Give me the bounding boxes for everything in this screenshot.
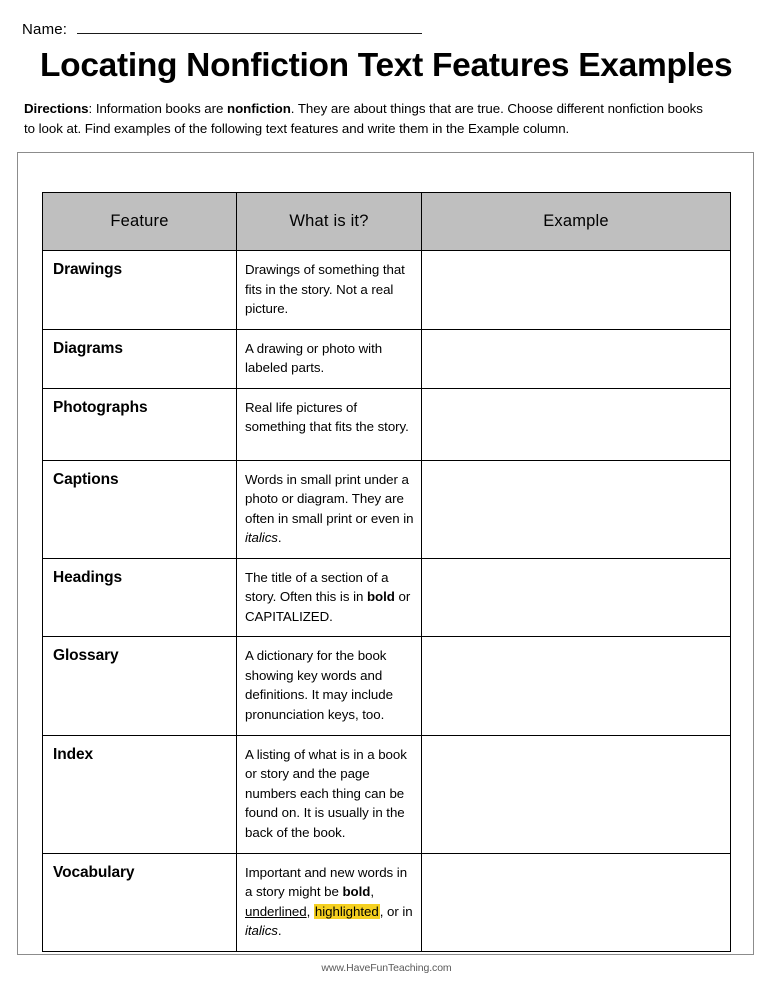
footer-url: www.HaveFunTeaching.com	[321, 962, 452, 974]
bold-run: bold	[366, 589, 395, 605]
directions-intro: : Information books are	[88, 101, 228, 116]
description-cell-index	[237, 735, 422, 853]
table-row	[43, 637, 731, 735]
example-answer-cell-headings[interactable]	[422, 558, 731, 637]
text-run: ,	[306, 903, 314, 919]
description-cell-diagrams	[237, 329, 422, 388]
column-header-what-is-it: What is it?	[237, 193, 422, 251]
text-run: or CAPITALIZED.	[245, 589, 411, 624]
feature-cell-index: Index	[43, 735, 237, 853]
text-run: A drawing or photo with labeled parts.	[245, 340, 383, 376]
directions-keyword: nonfiction	[227, 101, 291, 116]
table-head	[43, 193, 731, 251]
name-label: Name:	[22, 21, 68, 38]
italic-run: italics	[245, 923, 278, 939]
highlight-run: highlighted	[314, 903, 379, 919]
description-cell-headings	[237, 558, 422, 637]
table-row	[43, 853, 731, 951]
description-cell-drawings	[237, 251, 422, 330]
page-title: Locating Nonfiction Text Features Examples	[40, 47, 733, 84]
text-run: Drawings of something that fits in the story. Not a real picture.	[245, 262, 405, 317]
text-run: .	[277, 923, 282, 939]
text-run: .	[277, 530, 282, 546]
table-row	[43, 735, 731, 853]
table-row	[43, 251, 731, 330]
table-row	[43, 558, 731, 637]
description-cell-photographs	[237, 388, 422, 460]
feature-cell-photographs: Photographs	[43, 388, 237, 460]
text-run: Words in small print under a photo or diagram. They are often in small print or even in	[245, 471, 414, 526]
column-header-feature: Feature	[43, 193, 237, 251]
column-header-example: Example	[422, 193, 731, 251]
table-row	[43, 329, 731, 388]
example-answer-cell-captions[interactable]	[422, 460, 731, 558]
text-run: Real life pictures of something that fits the story.	[245, 399, 409, 435]
text-features-table	[42, 192, 731, 952]
table-header-row	[43, 193, 731, 251]
underline-run: underlined	[245, 903, 307, 919]
example-answer-cell-photographs[interactable]	[422, 388, 731, 460]
feature-cell-diagrams: Diagrams	[43, 329, 237, 388]
example-answer-cell-vocabulary[interactable]	[422, 853, 731, 951]
feature-cell-captions: Captions	[43, 460, 237, 558]
name-blank-line[interactable]	[77, 20, 422, 34]
description-cell-vocabulary	[237, 853, 422, 951]
name-field-row	[22, 20, 422, 38]
text-run: , or in	[379, 903, 413, 919]
text-run: ,	[370, 884, 374, 900]
italic-run: italics	[245, 530, 278, 546]
feature-cell-headings: Headings	[43, 558, 237, 637]
table-row	[43, 460, 731, 558]
directions-paragraph	[24, 99, 714, 139]
feature-cell-vocabulary: Vocabulary	[43, 853, 237, 951]
text-run: Important and new words in a story might be	[245, 864, 408, 900]
bold-run: bold	[342, 884, 371, 900]
example-answer-cell-index[interactable]	[422, 735, 731, 853]
description-cell-captions	[237, 460, 422, 558]
table-body	[43, 251, 731, 952]
table-row	[43, 388, 731, 460]
directions-label: Directions	[24, 101, 89, 116]
text-run: The title of a section of a story. Often this is in	[245, 569, 389, 605]
example-answer-cell-diagrams[interactable]	[422, 329, 731, 388]
example-answer-cell-drawings[interactable]	[422, 251, 731, 330]
description-cell-glossary	[237, 637, 422, 735]
example-answer-cell-glossary[interactable]	[422, 637, 731, 735]
feature-cell-glossary: Glossary	[43, 637, 237, 735]
feature-cell-drawings: Drawings	[43, 251, 237, 330]
text-run: A listing of what is in a book or story and the page numbers each thing can be found on. It is usually in the back of the book.	[245, 746, 407, 840]
directions-body: . They are about things that are true. Choose different nonfiction books to look at. Find examples of the following text features and write them in the Example column.	[24, 101, 703, 137]
text-run: A dictionary for the book showing key words and definitions. It may include pronunciation keys, too.	[245, 648, 393, 722]
